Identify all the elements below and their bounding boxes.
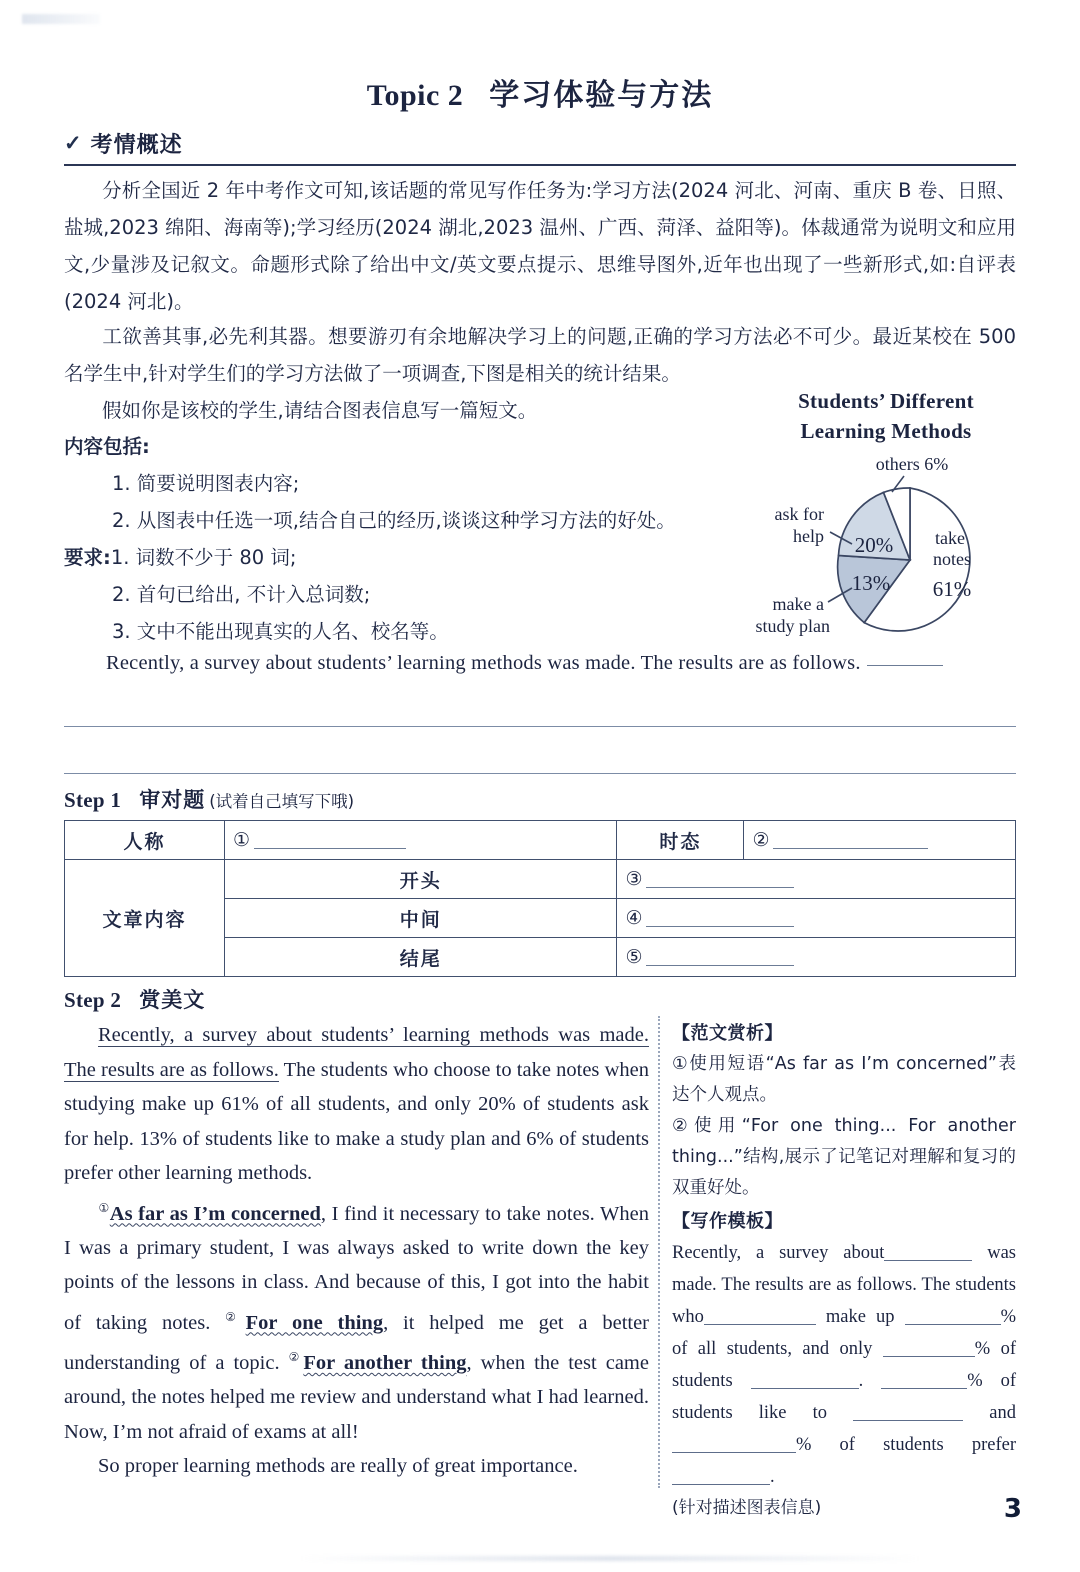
requirements-heading: 要求: bbox=[64, 546, 111, 569]
pie-chart-svg bbox=[752, 448, 1020, 648]
pie-value-ask-for-help: 20% bbox=[854, 533, 894, 557]
overview-paragraph-3 bbox=[64, 392, 764, 429]
essay-segment-3: , when the test came around, the notes helped me review and understand what I had learned. Now, I’m not afraid of exams at all! bbox=[64, 1351, 649, 1443]
table-row bbox=[65, 860, 1016, 899]
blank-mark-3: ③ bbox=[625, 868, 643, 890]
blank-mark-1: ① bbox=[233, 829, 251, 851]
template-blank-8[interactable] bbox=[672, 1452, 796, 1453]
table-cell-blank-2[interactable] bbox=[744, 821, 1016, 860]
pie-label-ask-for-help-line1: ask for bbox=[774, 504, 824, 524]
table-cell-blank-1[interactable] bbox=[225, 821, 617, 860]
table-cell-blank-5[interactable] bbox=[617, 938, 1016, 977]
blank-underline-1[interactable] bbox=[254, 848, 406, 849]
requirement-row-1 bbox=[64, 539, 764, 576]
overview-paragraph-2-text: 工欲善其事,必先利其器。想要游刃有余地解决学习上的问题,正确的学习方法必不可少。最近某校在 500 名学生中,针对学生们的学习方法做了一项调查,下图是相关的统计结果。 bbox=[64, 325, 1016, 385]
overview-paragraph-2 bbox=[64, 318, 1016, 392]
pie-label-make-a-study-plan-line1: make a bbox=[772, 594, 824, 614]
essay-mark-3: ② bbox=[288, 1350, 304, 1365]
template-blank-7[interactable] bbox=[853, 1420, 963, 1421]
analysis-item-2: ②使用“For one thing... For another thing...”结构,展示了记笔记对理解和复习的双重好处。 bbox=[672, 1116, 1016, 1198]
template-note: (针对描述图表信息) bbox=[672, 1498, 822, 1518]
template-seg-5: % of students bbox=[672, 1339, 1017, 1391]
essay-phrase-for-another-thing: For another thing bbox=[303, 1351, 467, 1374]
template-seg-2: was made. The results are as follows. The students who bbox=[672, 1243, 1017, 1327]
section-heading-label: 考情概述 bbox=[90, 133, 183, 158]
page-title bbox=[0, 70, 1080, 114]
template-seg-3: make up bbox=[825, 1307, 895, 1327]
table-sub-label-opening: 开头 bbox=[225, 860, 617, 899]
table-cell-blank-3[interactable] bbox=[617, 860, 1016, 899]
template-blank-1[interactable] bbox=[884, 1260, 972, 1261]
table-cell-blank-4[interactable] bbox=[617, 899, 1016, 938]
analysis-item-1: ①使用短语“As far as I’m concerned”表达个人观点。 bbox=[672, 1054, 1016, 1105]
pie-value-make-a-study-plan: 13% bbox=[851, 571, 891, 595]
scan-artifact bbox=[22, 14, 100, 24]
blank-underline-2[interactable] bbox=[773, 848, 928, 849]
blank-mark-2: ② bbox=[752, 829, 770, 851]
template-blank-3[interactable] bbox=[905, 1324, 1001, 1325]
essay-segment-1: , I find it necessary to take notes. When I was a primary student, I was always asked to write down the key points of the lessons in class. And because of this, I got into the habit of taking notes. bbox=[64, 1202, 649, 1334]
chart-title-line-2: Learning Methods bbox=[800, 419, 972, 443]
analysis-heading: 【范文赏析】 bbox=[672, 1023, 783, 1044]
bottom-scan-smudge bbox=[300, 1556, 920, 1561]
template-heading: 【写作模板】 bbox=[672, 1211, 783, 1232]
essay-paragraph-3 bbox=[64, 1449, 649, 1484]
table-header-content: 文章内容 bbox=[65, 860, 225, 977]
template-blank-9[interactable] bbox=[672, 1484, 770, 1485]
essay-opening-underlined: Recently, a survey about students’ learning methods was made. The results are as follows. bbox=[64, 1024, 649, 1081]
pie-label-make-a-study-plan-line2: study plan bbox=[755, 616, 830, 636]
template-seg-1: Recently, a survey about bbox=[672, 1243, 885, 1263]
essay-paragraph-1-rest: The students who choose to take notes when studying make up 61% of all students, and only 20% of students ask for help. 13% of students like to make a study plan and 6% of students prefer other learning methods. bbox=[64, 1058, 649, 1184]
essay-paragraph-1 bbox=[64, 1018, 649, 1191]
requirement-item-1: 1. 词数不少于 80 词; bbox=[110, 546, 297, 569]
writing-template-body bbox=[672, 1237, 1016, 1493]
table-row bbox=[65, 821, 1016, 860]
essay-paragraph-2 bbox=[64, 1191, 649, 1450]
table-sub-label-middle: 中间 bbox=[225, 899, 617, 938]
template-blank-4[interactable] bbox=[883, 1356, 975, 1357]
column-divider bbox=[658, 1016, 660, 1488]
step1-heading bbox=[64, 784, 354, 814]
pie-value-take-notes: 61% bbox=[932, 577, 972, 601]
template-seg-4: % of all students, and only bbox=[672, 1307, 1016, 1359]
essay-paragraph-3-text: So proper learning methods are really of great importance. bbox=[98, 1455, 578, 1478]
blank-mark-5: ⑤ bbox=[625, 946, 643, 968]
page-title-cn: 学习体验与方法 bbox=[489, 78, 714, 113]
template-blank-5[interactable] bbox=[751, 1388, 859, 1389]
chart-title bbox=[752, 386, 1020, 446]
answer-writing-line-0[interactable] bbox=[867, 665, 943, 666]
blank-mark-4: ④ bbox=[625, 907, 643, 929]
content-item-1: 1. 简要说明图表内容; bbox=[112, 472, 300, 495]
answer-opening-sentence bbox=[64, 646, 1016, 680]
model-essay bbox=[64, 1018, 649, 1484]
blank-underline-5[interactable] bbox=[646, 965, 794, 966]
table-header-tense: 时态 bbox=[617, 821, 744, 860]
essay-mark-2: ② bbox=[225, 1309, 246, 1324]
step1-table bbox=[64, 820, 1016, 977]
template-seg-7: % of students like to bbox=[672, 1371, 1016, 1423]
step2-label: Step 2 bbox=[64, 988, 122, 1012]
analysis-panel bbox=[672, 1018, 1016, 1523]
requirements-block bbox=[64, 428, 764, 650]
answer-writing-line-2[interactable] bbox=[64, 727, 1016, 774]
requirement-item-2: 2. 首句已给出, 不计入总词数; bbox=[112, 583, 371, 606]
step1-title: 审对题 bbox=[139, 788, 206, 812]
overview-paragraph-1 bbox=[64, 172, 1016, 320]
essay-phrase-for-one-thing: For one thing bbox=[245, 1311, 384, 1334]
content-item-2: 2. 从图表中任选一项,结合自己的经历,谈谈这种学习方法的好处。 bbox=[112, 509, 676, 532]
pie-label-take-notes-line1: take bbox=[935, 528, 965, 548]
essay-segment-2: , it helped me get a better understanding of a topic. bbox=[64, 1311, 650, 1374]
requirement-item-3: 3. 文中不能出现真实的人名、校名等。 bbox=[112, 620, 449, 643]
step2-title: 赏美文 bbox=[139, 988, 206, 1012]
step1-label: Step 1 bbox=[64, 788, 122, 812]
overview-paragraph-3-text: 假如你是该校的学生,请结合图表信息写一篇短文。 bbox=[102, 399, 538, 422]
page-number: 3 bbox=[1003, 1494, 1022, 1524]
pie-chart bbox=[752, 386, 1020, 648]
essay-mark-1: ① bbox=[98, 1200, 110, 1215]
template-seg-6: . bbox=[858, 1371, 864, 1391]
essay-phrase-as-far-as-im-concerned: As far as I’m concerned bbox=[109, 1202, 321, 1225]
template-seg-9: % of students prefer bbox=[796, 1435, 1016, 1455]
step2-heading bbox=[64, 984, 205, 1014]
content-heading: 内容包括: bbox=[64, 435, 150, 458]
pie-label-take-notes-line2: notes bbox=[933, 549, 971, 569]
blank-underline-4[interactable] bbox=[646, 926, 794, 927]
table-header-person: 人称 bbox=[65, 821, 225, 860]
overview-paragraph-1-text: 分析全国近 2 年中考作文可知,该话题的常见写作任务为:学习方法(2024 河北、河南、重庆 B 卷、日照、盐城,2023 绵阳、海南等);学习经历(2024 湖北,2023 温州、广西、菏泽、益阳等)。体裁通常为说明文和应用文,少量涉及记叙文。命题形式除了给出中文/英文要点提示、思维导图外,近年也出现了一些新形式,如:自评表(2024 河北)。 bbox=[64, 179, 1016, 313]
step1-hint: (试着自己填写下哦) bbox=[209, 792, 355, 811]
chart-title-line-1: Students’ Different bbox=[798, 389, 974, 413]
answer-writing-line-1[interactable] bbox=[64, 680, 1016, 727]
table-sub-label-ending: 结尾 bbox=[225, 938, 617, 977]
blank-underline-3[interactable] bbox=[646, 887, 794, 888]
template-seg-8: and bbox=[989, 1403, 1016, 1423]
page-title-en: Topic 2 bbox=[366, 79, 464, 112]
template-blank-2[interactable] bbox=[704, 1324, 816, 1325]
section-heading-overview bbox=[64, 128, 1016, 166]
pie-label-ask-for-help-line2: help bbox=[793, 526, 824, 546]
check-icon: ✓ bbox=[64, 131, 82, 155]
template-blank-6[interactable] bbox=[881, 1388, 967, 1389]
template-seg-10: . bbox=[770, 1467, 775, 1487]
answer-opening-text: Recently, a survey about students’ learning methods was made. The results are as follows. bbox=[106, 652, 861, 674]
pie-label-others: others 6% bbox=[875, 454, 949, 474]
